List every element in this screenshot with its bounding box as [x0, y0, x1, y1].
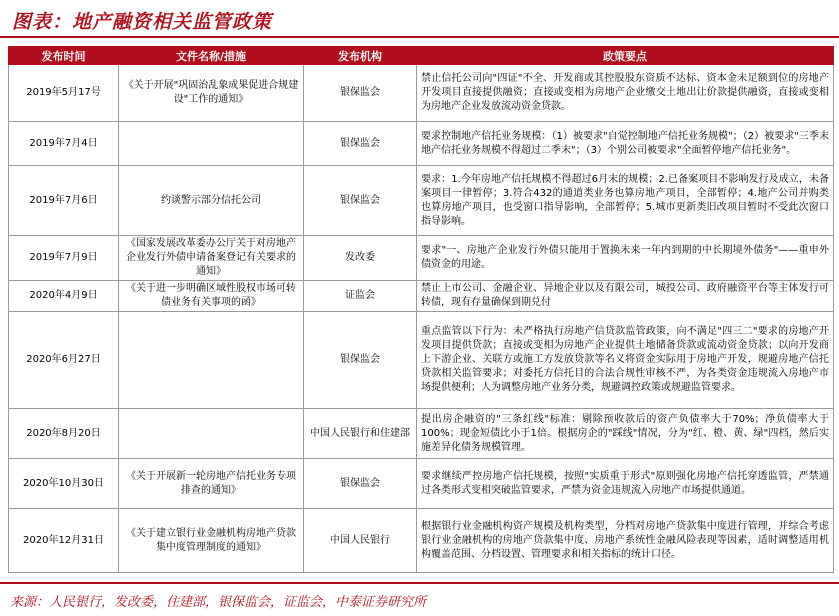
cell-document	[119, 312, 304, 409]
cell-policy-points: 根据银行业金融机构资产规模及机构类型，分档对房地产贷款集中度进行管理，并综合考虑银行业金融机构的房地产贷款集中度、房地产系统性金融风险表现等因素，适时调整适用机构覆盖范围、分档设置、管理要求和相关指标的统计口径。	[417, 509, 834, 573]
header-policy-points: 政策要点	[417, 47, 834, 65]
cell-date: 2020年6月27日	[9, 312, 119, 409]
table-row	[9, 166, 834, 236]
table-row	[9, 459, 834, 509]
cell-organization: 银保监会	[304, 65, 417, 122]
cell-date: 2020年8月20日	[9, 409, 119, 459]
cell-policy-points: 要求：1.今年房地产信托规模不得超过6月末的规模；2.已备案项目不影响发行及成立，未备案项目一律暂停；3.符合432的通道类业务也算房地产项目，全部暂停；4.地产公司并购类也算房地产项目，也受窗口指导影响，全部暂停；5.城市更新类旧改项目暂时不受此次窗口指导影响。	[417, 166, 834, 236]
cell-organization: 中国人民银行和住建部	[304, 409, 417, 459]
page-title: 图表：地产融资相关监管政策	[12, 11, 273, 33]
cell-organization: 中国人民银行	[304, 509, 417, 573]
footer	[0, 582, 839, 616]
header-date: 发布时间	[9, 47, 119, 65]
cell-organization: 银保监会	[304, 312, 417, 409]
policy-table	[8, 46, 834, 573]
header-document: 文件名称/措施	[119, 47, 304, 65]
cell-document: 《关于开展"巩固治乱象成果促进合规建设"工作的通知》	[119, 65, 304, 122]
table-row	[9, 409, 834, 459]
table-row	[9, 236, 834, 281]
cell-document: 《关于开展新一轮房地产信托业务专项排查的通知》	[119, 459, 304, 509]
header-organization: 发布机构	[304, 47, 417, 65]
cell-organization: 银保监会	[304, 122, 417, 166]
cell-date: 2019年7月4日	[9, 122, 119, 166]
title-bar	[0, 0, 839, 38]
cell-document: 《关于进一步明确区域性股权市场可转债业务有关事项的函》	[119, 281, 304, 312]
table-row	[9, 122, 834, 166]
cell-policy-points: 要求"一、房地产企业发行外债只能用于置换未来一年内到期的中长期境外债务"——重申外债资金的用途。	[417, 236, 834, 281]
source-note: 来源：人民银行，发改委，住建部，银保监会，证监会，中泰证券研究所	[10, 595, 427, 610]
cell-organization: 银保监会	[304, 166, 417, 236]
cell-organization: 发改委	[304, 236, 417, 281]
cell-organization: 银保监会	[304, 459, 417, 509]
cell-date: 2019年7月9日	[9, 236, 119, 281]
cell-document: 《国家发展改革委办公厅关于对房地产企业发行外债申请备案登记有关要求的通知》	[119, 236, 304, 281]
cell-document: 《关于建立银行业金融机构房地产贷款集中度管理制度的通知》	[119, 509, 304, 573]
table-row	[9, 312, 834, 409]
cell-policy-points: 要求控制地产信托业务规模：（1）被要求"自觉控制地产信托业务规模"；（2）被要求"三季末地产信托业务规模不得超过二季末"；（3）个别公司被要求"全面暂停地产信托业务"。	[417, 122, 834, 166]
cell-policy-points: 禁止上市公司、金融企业、异地企业以及有限公司，城投公司、政府融资平台等主体发行可转债，现有存量确保到期兑付	[417, 281, 834, 312]
cell-date: 2020年4月9日	[9, 281, 119, 312]
cell-date: 2020年10月30日	[9, 459, 119, 509]
cell-policy-points: 重点监管以下行为：未严格执行房地产信贷款监管政策，向不满足"四三二"要求的房地产开发项目提供贷款；直接或变相为房地产企业提供土地储备贷款或流动资金贷款；以向开发商上下游企业、关联方或施工方发放贷款等名义将资金实际用于房地产开发，规避房地产信托贷款相关监管要求；对委托方信托目的合法合规性审核不严，为各类资金违规流入房地产市场提供便利；人为调整房地产业务分类，规避调控政策或规避监管要求。	[417, 312, 834, 409]
table-row	[9, 281, 834, 312]
table-row	[9, 509, 834, 573]
cell-policy-points: 要求继续严控房地产信托规模，按照"实质重于形式"原则强化房地产信托穿透监管，严禁通过各类形式变相突破监管要求，严禁为资金违规流入房地产市场提供通道。	[417, 459, 834, 509]
cell-document	[119, 122, 304, 166]
cell-policy-points: 禁止信托公司向"四证"不全、开发商或其控股股东资质不达标、资本金未足额到位的房地产开发项目直接提供融资；直接或变相为房地产企业缴交土地出让价款提供融资，直接或变相为房地产企业发放流动资金贷款。	[417, 65, 834, 122]
cell-date: 2019年7月6日	[9, 166, 119, 236]
cell-document	[119, 409, 304, 459]
cell-date: 2020年12月31日	[9, 509, 119, 573]
cell-organization: 证监会	[304, 281, 417, 312]
table-row	[9, 65, 834, 122]
cell-document: 约谈警示部分信托公司	[119, 166, 304, 236]
cell-date: 2019年5月17号	[9, 65, 119, 122]
cell-policy-points: 提出房企融资的"三条红线"标准：剔除预收款后的资产负债率大于70%；净负债率大于100%；现金短债比小于1倍。根据房企的"踩线"情况，分为"红、橙、黄、绿"四档，然后实施差异化债务规模管理。	[417, 409, 834, 459]
table-header-row	[9, 47, 834, 65]
